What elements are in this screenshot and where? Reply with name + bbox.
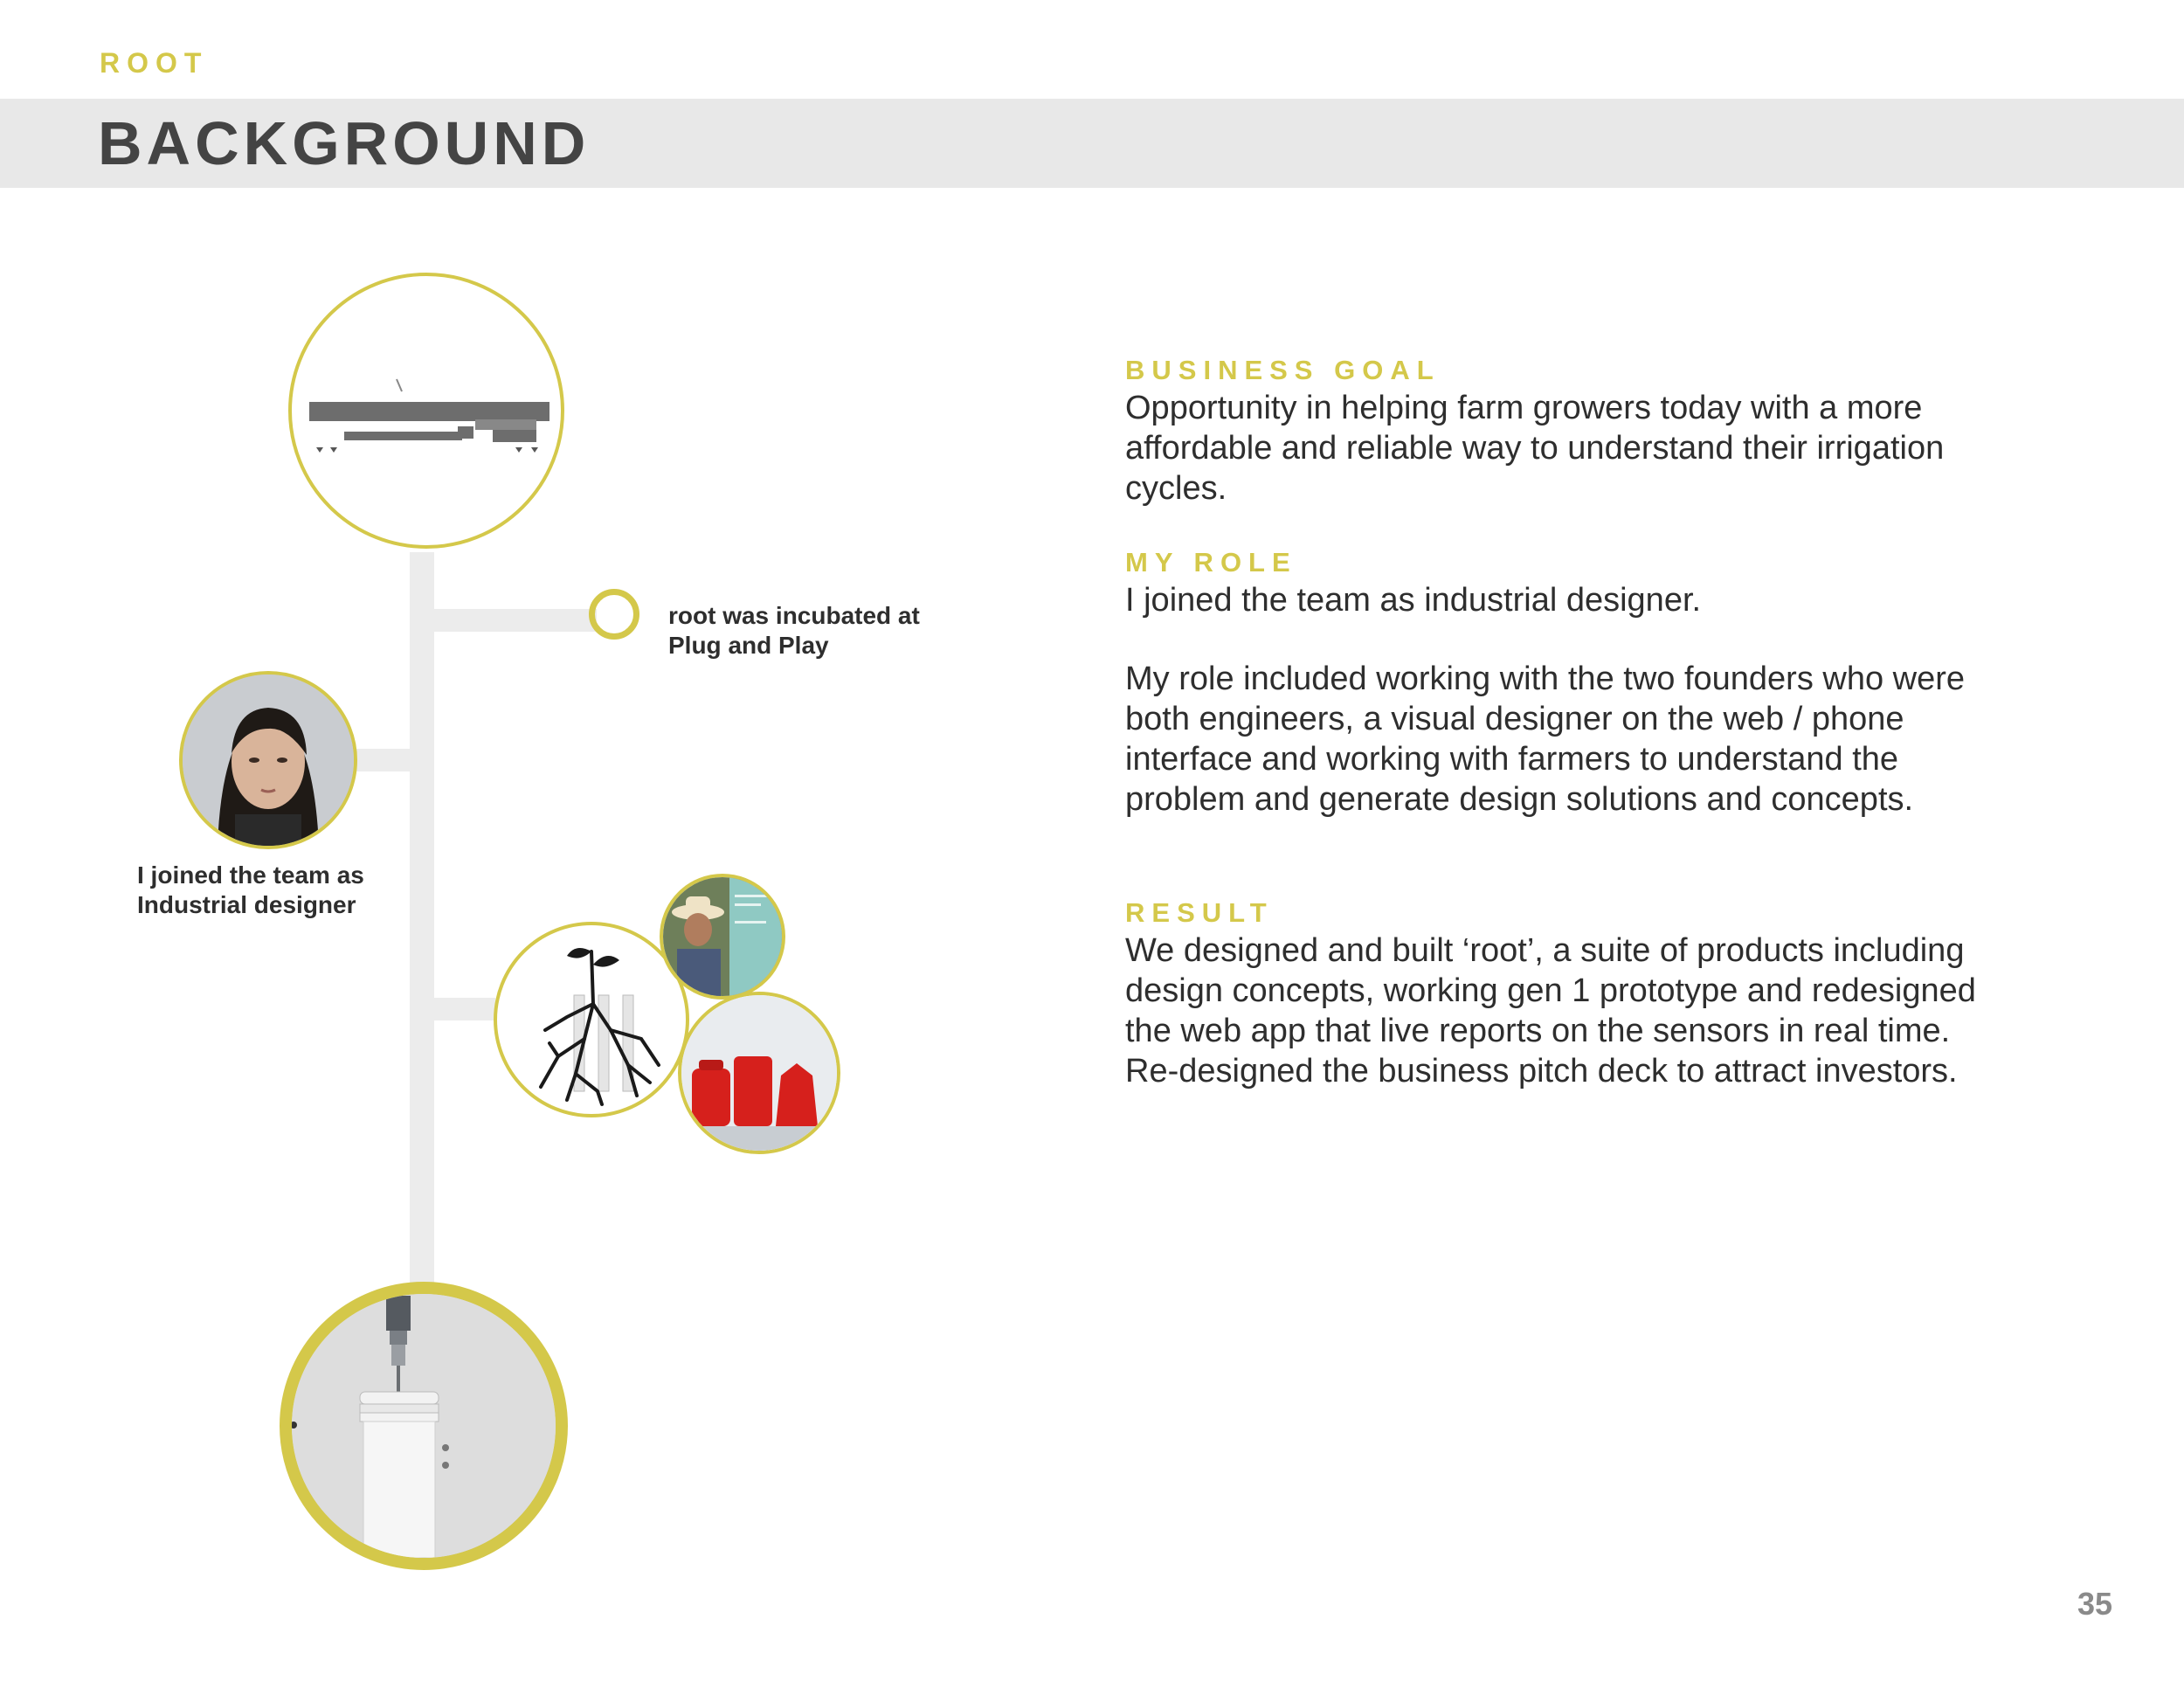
page-title: BACKGROUND xyxy=(98,109,591,177)
business-goal-section xyxy=(1125,353,1999,508)
probe-product-render xyxy=(280,1282,568,1570)
sensor-chart-thumbnail xyxy=(288,273,564,549)
timeline-spine xyxy=(410,552,434,1295)
portrait-graphic xyxy=(183,675,354,846)
result-text: We designed and built ‘root’, a suite of products including design concepts, working gen 1 prototype and redesigned the web app that live reports on the sensors in real time. Re-designed the business pitch deck to attract investors. xyxy=(1125,932,1976,1090)
timeline-branch-incubation xyxy=(434,609,597,632)
timeline-branch-research xyxy=(434,998,495,1020)
my-role-section xyxy=(1125,545,1999,820)
sensor-chart-graphic xyxy=(292,276,561,545)
incubation-marker-ring xyxy=(589,589,639,640)
my-role-text: I joined the team as industrial designer. xyxy=(1125,582,1702,619)
red-prototypes-graphic xyxy=(681,995,837,1151)
page-number: 35 xyxy=(2077,1586,2112,1622)
red-sensor-prototypes-thumbnail xyxy=(678,992,840,1154)
result-label: RESULT xyxy=(1125,897,1274,928)
probe-render-graphic xyxy=(292,1294,556,1558)
section-kicker: ROOT xyxy=(100,47,209,79)
incubation-caption: root was incubated at Plug and Play xyxy=(668,602,920,659)
root-sketch-thumbnail xyxy=(494,922,689,1117)
farmer-research-thumbnail xyxy=(660,874,785,1000)
my-role-details: My role included working with the two founders who were both engineers, a visual designer on the web / phone interface and working with farmers to understand the problem and generate design solutions and concepts. xyxy=(1125,661,1966,818)
timeline-branch-joined xyxy=(352,749,411,771)
my-role-label: MY ROLE xyxy=(1125,547,1297,578)
root-sketch-graphic xyxy=(497,925,686,1114)
business-goal-text: Opportunity in helping farm growers today with a more affordable and reliable way to understand their irrigation cycles. xyxy=(1125,390,1945,507)
farmer-research-graphic xyxy=(663,877,782,996)
joined-caption: I joined the team as Industrial designer xyxy=(137,861,364,918)
designer-portrait xyxy=(179,671,357,849)
result-section xyxy=(1125,896,1999,1091)
business-goal-label: BUSINESS GOAL xyxy=(1125,355,1441,385)
